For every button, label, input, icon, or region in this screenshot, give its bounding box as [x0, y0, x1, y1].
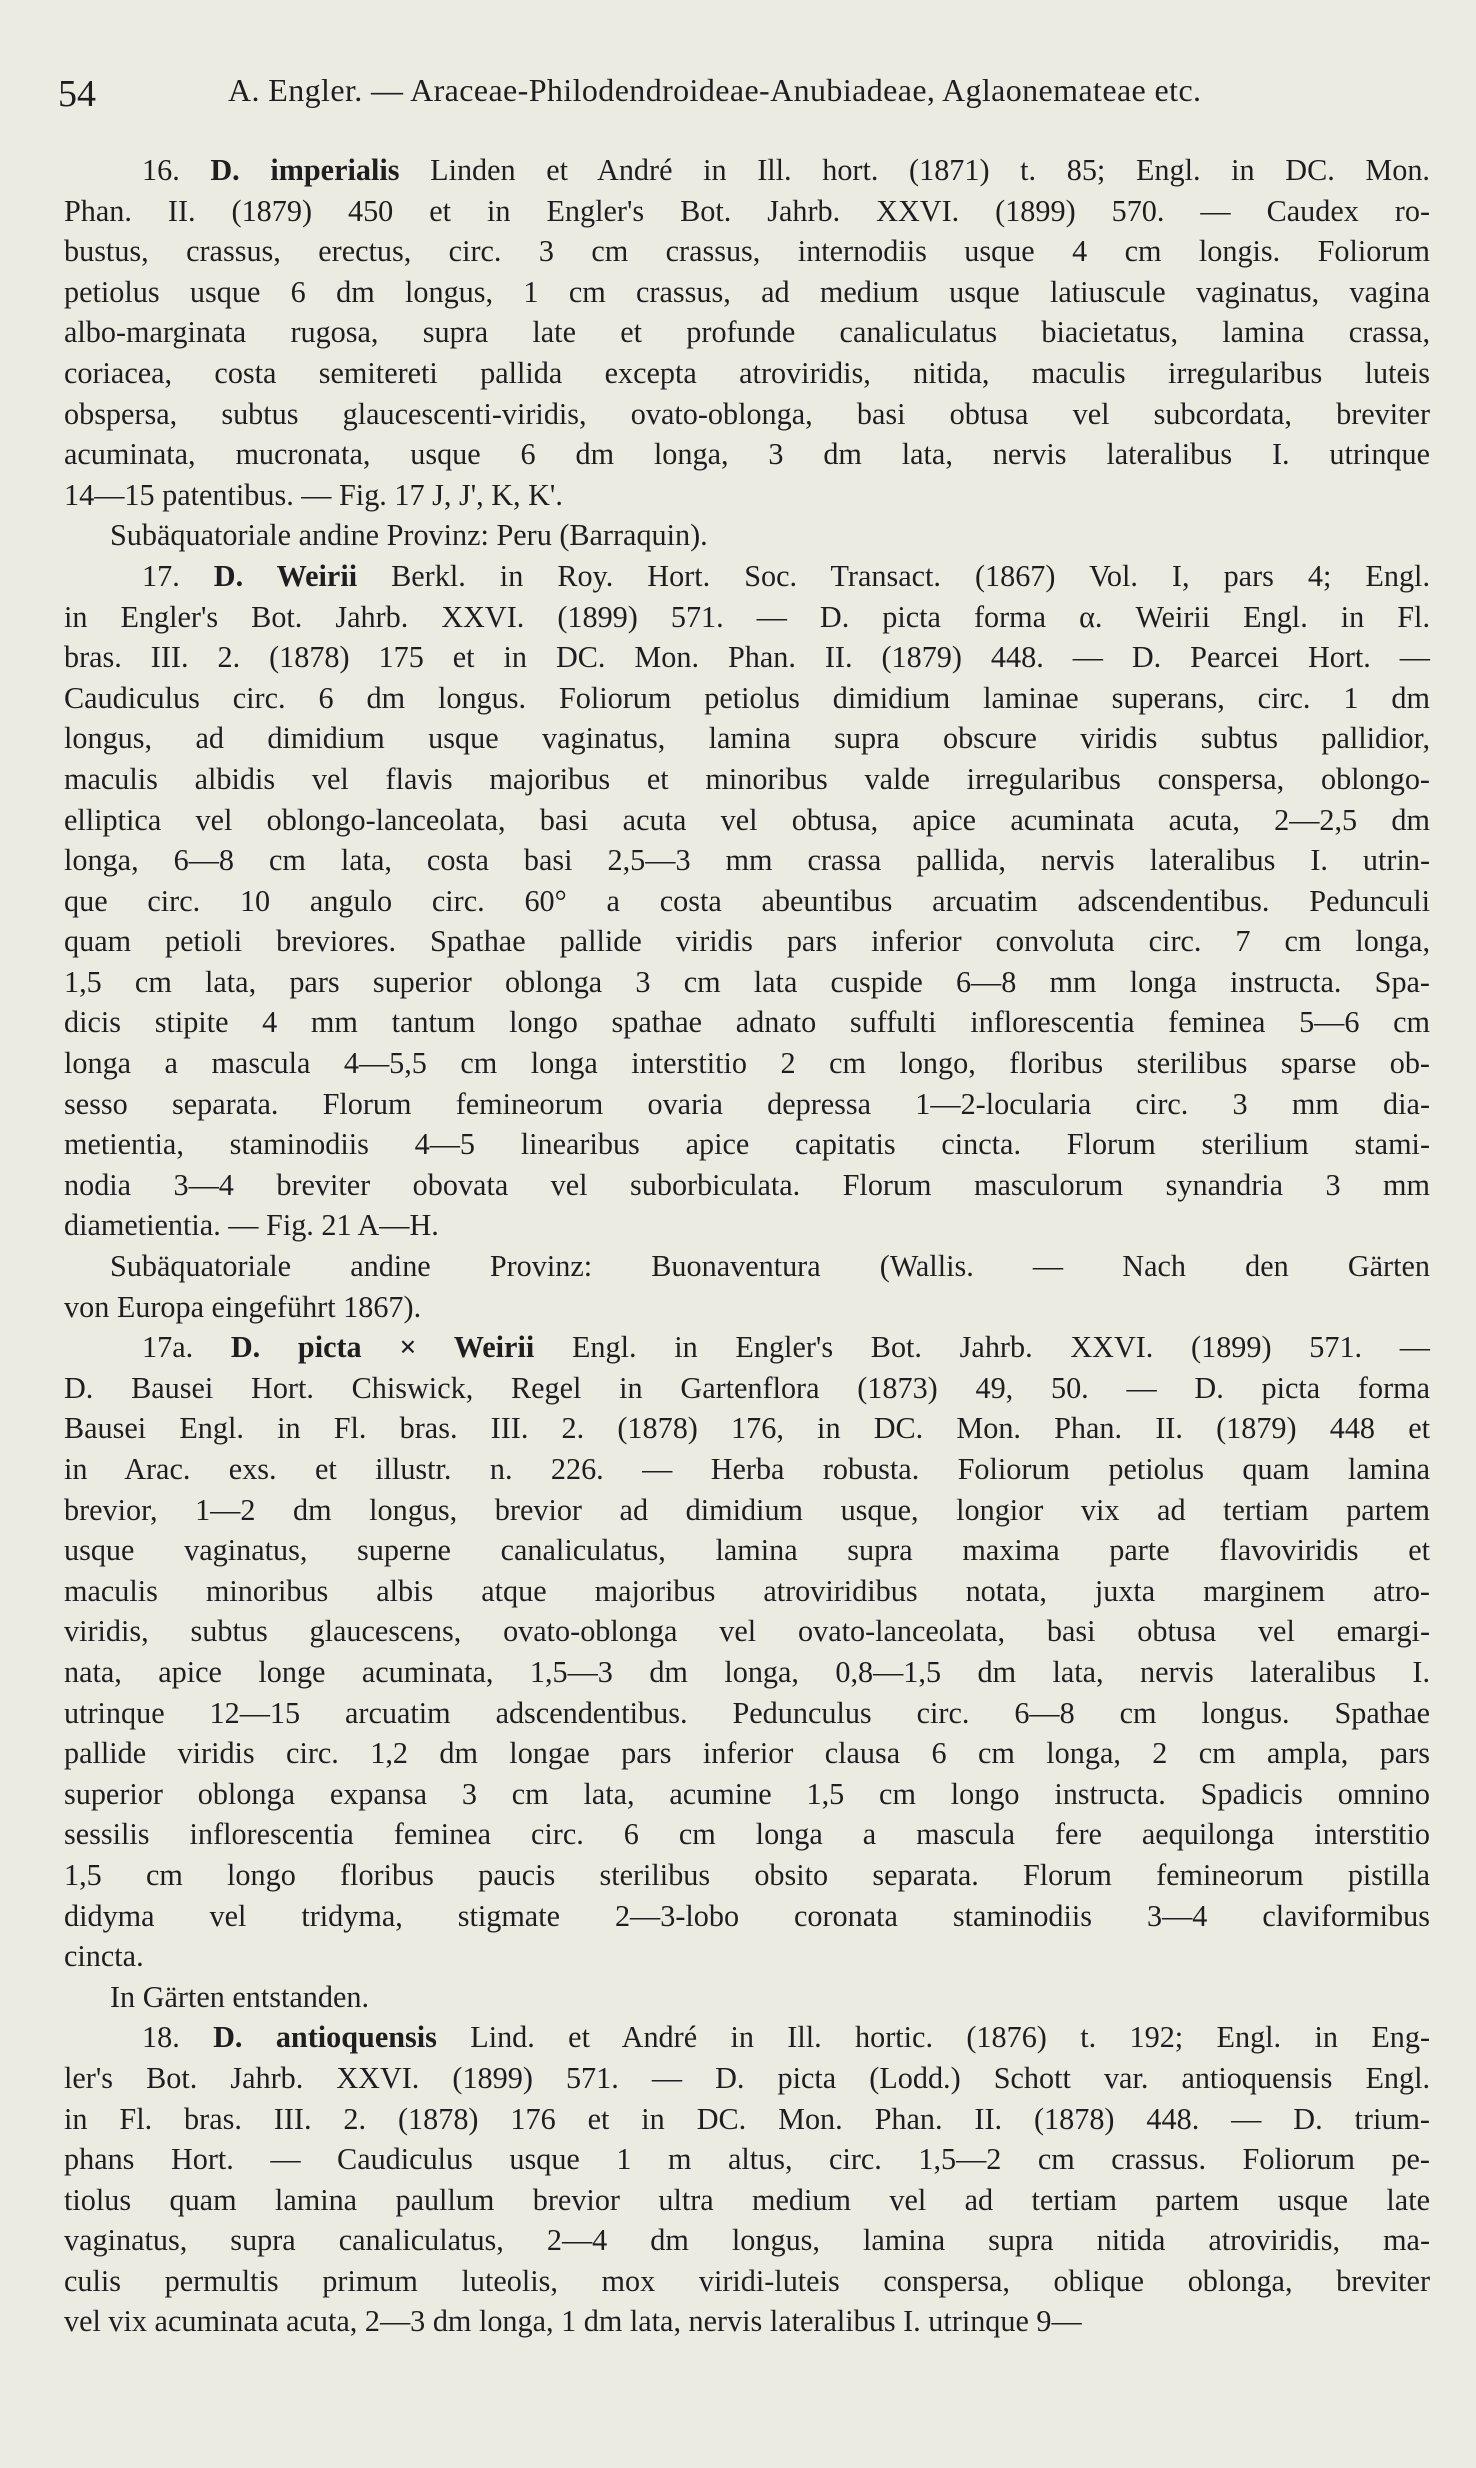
text-line: [64, 1002, 1430, 1043]
text-segment: culis permultis primum luteolis, mox viridi-luteis conspersa, oblique oblonga, breviter: [64, 2263, 1430, 2298]
text-segment: sessilis inflorescentia feminea circ. 6 cm longa a mascula fere aequilonga interstitio: [64, 1817, 1430, 1852]
text-segment: 17.: [142, 558, 214, 593]
text-line: [64, 1327, 1430, 1368]
text-line: [64, 1287, 1430, 1328]
text-line: [64, 191, 1430, 232]
text-segment: in Engler's Bot. Jahrb. XXVI. (1899) 571. — D. picta forma α. Weirii Engl. in Fl.: [64, 599, 1430, 634]
text-line: [64, 1490, 1430, 1531]
text-line: [64, 962, 1430, 1003]
text-segment: Engl. in Engler's Bot. Jahrb. XXVI. (1899) 571. —: [534, 1330, 1430, 1365]
text-segment: longa, 6—8 cm lata, costa basi 2,5—3 mm crassa pallida, nervis lateralibus I. utrin-: [64, 843, 1430, 878]
text-segment: 16.: [142, 153, 211, 187]
running-title: A. Engler. — Araceae-Philodendroideae-Anubiadeae, Aglaonemateae etc.: [228, 72, 1202, 108]
text-line: [64, 1124, 1430, 1165]
text-line: [64, 2180, 1430, 2221]
text-segment: quam petioli breviores. Spathae pallide viridis pars inferior convoluta circ. 7 cm longa,: [64, 924, 1430, 959]
text-segment: 1,5 cm lata, pars superior oblonga 3 cm lata cuspide 6—8 mm longa instructa. Spa-: [64, 964, 1430, 999]
text-segment: vel vix acuminata acuta, 2—3 dm longa, 1 dm lata, nervis lateralibus I. utrinque 9—: [64, 2304, 1082, 2339]
text-line: [64, 1408, 1430, 1449]
text-line: [64, 1165, 1430, 1206]
text-line: [64, 718, 1430, 759]
text-segment: Subäquatoriale andine Provinz: Buonaventura (Wallis. — Nach den Gärten: [110, 1249, 1430, 1284]
text-line: [64, 678, 1430, 719]
text-line: [64, 1733, 1430, 1774]
text-segment: Phan. II. (1879) 450 et in Engler's Bot. Jahrb. XXVI. (1899) 570. — Caudex ro-: [64, 193, 1430, 228]
text-segment: bras. III. 2. (1878) 175 et in DC. Mon. Phan. II. (1879) 448. — D. Pearcei Hort. —: [64, 640, 1430, 675]
text-segment: Berkl. in Roy. Hort. Soc. Transact. (1867) Vol. I, pars 4; Engl.: [357, 558, 1430, 593]
text-segment: didyma vel tridyma, stigmate 2—3-lobo coronata staminodiis 3—4 claviformibus: [64, 1898, 1430, 1933]
text-line: [64, 1774, 1430, 1815]
text-line: [64, 1084, 1430, 1125]
text-line: [64, 1449, 1430, 1490]
text-line: [64, 1693, 1430, 1734]
text-segment: In Gärten entstanden.: [110, 1979, 370, 2014]
text-line: [64, 475, 1430, 516]
text-segment: usque vaginatus, superne canaliculatus, lamina supra maxima parte flavoviridis et: [64, 1533, 1430, 1568]
text-segment: acuminata, mucronata, usque 6 dm longa, 3 dm lata, nervis lateralibus I. utrinque: [64, 437, 1430, 472]
text-segment: que circ. 10 angulo circ. 60° a costa abeuntibus arcuatim adscendentibus. Pedunculi: [64, 883, 1430, 918]
text-segment: dicis stipite 4 mm tantum longo spathae adnato suffulti inflorescentia feminea 5—6 cm: [64, 1005, 1430, 1040]
text-segment: sesso separata. Florum femineorum ovaria depressa 1—2-locularia circ. 3 mm dia-: [64, 1086, 1430, 1121]
text-segment: albo-marginata rugosa, supra late et profunde canaliculatus biacietatus, lamina crassa,: [64, 315, 1430, 350]
text-line: [64, 1611, 1430, 1652]
text-line: [64, 1652, 1430, 1693]
text-line: [64, 881, 1430, 922]
text-line: [64, 231, 1430, 272]
text-line: [64, 434, 1430, 475]
text-line: [64, 1855, 1430, 1896]
text-line: [64, 1043, 1430, 1084]
text-line: [64, 2220, 1430, 2261]
text-line: [64, 2301, 1430, 2342]
species-name: D. picta × Weirii: [230, 1330, 535, 1365]
text-line: [64, 1571, 1430, 1612]
text-segment: diametientia. — Fig. 21 A—H.: [64, 1208, 439, 1243]
text-line: [64, 1814, 1430, 1855]
text-segment: Caudiculus circ. 6 dm longus. Foliorum petiolus dimidium laminae superans, circ. 1 dm: [64, 680, 1430, 715]
page-header: [58, 72, 1438, 122]
text-line: [64, 2261, 1430, 2302]
text-segment: viridis, subtus glaucescens, ovato-oblonga vel ovato-lanceolata, basi obtusa vel emargi-: [64, 1614, 1430, 1649]
text-segment: tiolus quam lamina paullum brevior ultra medium vel ad tertiam partem usque late: [64, 2182, 1430, 2217]
text-line: [64, 1896, 1430, 1937]
text-segment: pallide viridis circ. 1,2 dm longae pars inferior clausa 6 cm longa, 2 cm ampla, pars: [64, 1736, 1430, 1771]
text-segment: vaginatus, supra canaliculatus, 2—4 dm longus, lamina supra nitida atroviridis, ma-: [64, 2223, 1430, 2258]
text-segment: Subäquatoriale andine Provinz: Peru (Barraquin).: [110, 518, 708, 553]
text-segment: utrinque 12—15 arcuatim adscendentibus. Pedunculus circ. 6—8 cm longus. Spathae: [64, 1695, 1430, 1730]
text-line: [64, 1977, 1430, 2018]
text-line: [64, 597, 1430, 638]
text-line: [64, 800, 1430, 841]
text-line: [64, 840, 1430, 881]
text-segment: petiolus usque 6 dm longus, 1 cm crassus, ad medium usque latiuscule vaginatus, vagina: [64, 274, 1430, 309]
text-line: [64, 2058, 1430, 2099]
text-segment: Linden et André in Ill. hort. (1871) t. 85; Engl. in DC. Mon.: [399, 153, 1430, 187]
text-line: [64, 312, 1430, 353]
text-line: [64, 1530, 1430, 1571]
text-segment: nata, apice longe acuminata, 1,5—3 dm longa, 0,8—1,5 dm lata, nervis lateralibus I.: [64, 1654, 1430, 1689]
text-segment: obspersa, subtus glaucescenti-viridis, ovato-oblonga, basi obtusa vel subcordata, breviter: [64, 396, 1430, 431]
text-segment: von Europa eingeführt 1867).: [64, 1289, 422, 1324]
text-segment: coriacea, costa semitereti pallida excepta atroviridis, nitida, maculis irregularibus luteis: [64, 355, 1430, 390]
text-segment: longus, ad dimidium usque vaginatus, lamina supra obscure viridis subtus pallidior,: [64, 721, 1430, 756]
page-number: 54: [58, 73, 96, 115]
text-segment: cincta.: [64, 1939, 144, 1974]
text-line: [64, 150, 1430, 191]
text-segment: longa a mascula 4—5,5 cm longa interstitio 2 cm longo, floribus sterilibus sparse ob-: [64, 1046, 1430, 1081]
text-segment: 1,5 cm longo floribus paucis sterilibus obsito separata. Florum femineorum pistilla: [64, 1857, 1430, 1892]
text-segment: Lind. et André in Ill. hortic. (1876) t. 192; Engl. in Eng-: [436, 2020, 1430, 2055]
species-name: D. Weirii: [213, 558, 358, 593]
text-segment: ler's Bot. Jahrb. XXVI. (1899) 571. — D. picta (Lodd.) Schott var. antioquensis Engl.: [64, 2060, 1430, 2095]
species-name: D. antioquensis: [213, 2020, 437, 2055]
text-line: [64, 921, 1430, 962]
text-segment: brevior, 1—2 dm longus, brevior ad dimidium usque, longior vix ad tertiam partem: [64, 1492, 1430, 1527]
text-line: [64, 1205, 1430, 1246]
text-body: [64, 150, 1430, 2342]
text-segment: phans Hort. — Caudiculus usque 1 m altus, circ. 1,5—2 cm crassus. Foliorum pe-: [64, 2142, 1430, 2177]
text-line: [64, 2099, 1430, 2140]
text-segment: maculis minoribus albis atque majoribus atroviridibus notata, juxta marginem atro-: [64, 1573, 1430, 1608]
text-line: [64, 272, 1430, 313]
text-line: [64, 556, 1430, 597]
text-line: [64, 515, 1430, 556]
text-segment: nodia 3—4 breviter obovata vel suborbiculata. Florum masculorum synandria 3 mm: [64, 1167, 1430, 1202]
text-line: [64, 394, 1430, 435]
species-name: D. imperialis: [210, 153, 400, 187]
text-line: [64, 759, 1430, 800]
text-line: [64, 2017, 1430, 2058]
text-line: [64, 1936, 1430, 1977]
text-segment: in Arac. exs. et illustr. n. 226. — Herba robusta. Foliorum petiolus quam lamina: [64, 1452, 1430, 1486]
text-segment: superior oblonga expansa 3 cm lata, acumine 1,5 cm longo instructa. Spadicis omnino: [64, 1776, 1430, 1811]
text-line: [64, 637, 1430, 678]
text-segment: metientia, staminodiis 4—5 linearibus apice capitatis cincta. Florum sterilium stami-: [64, 1127, 1430, 1162]
text-line: [64, 2139, 1430, 2180]
text-segment: bustus, crassus, erectus, circ. 3 cm crassus, internodiis usque 4 cm longis. Foliorum: [64, 234, 1430, 269]
text-line: [64, 1368, 1430, 1409]
text-line: [64, 353, 1430, 394]
text-segment: D. Bausei Hort. Chiswick, Regel in Gartenflora (1873) 49, 50. — D. picta forma: [64, 1370, 1430, 1405]
text-segment: 18.: [142, 2020, 214, 2055]
text-segment: in Fl. bras. III. 2. (1878) 176 et in DC. Mon. Phan. II. (1878) 448. — D. trium-: [64, 2101, 1430, 2136]
text-segment: maculis albidis vel flavis majoribus et minoribus valde irregularibus conspersa, oblongo-: [64, 761, 1430, 796]
text-segment: elliptica vel oblongo-lanceolata, basi acuta vel obtusa, apice acuminata acuta, 2—2,5 dm: [64, 802, 1430, 837]
text-segment: 14—15 patentibus. — Fig. 17 J, J', K, K'.: [64, 477, 563, 512]
text-segment: Bausei Engl. in Fl. bras. III. 2. (1878) 176, in DC. Mon. Phan. II. (1879) 448 et: [64, 1411, 1430, 1446]
text-line: [64, 1246, 1430, 1287]
text-segment: 17a.: [142, 1330, 231, 1365]
